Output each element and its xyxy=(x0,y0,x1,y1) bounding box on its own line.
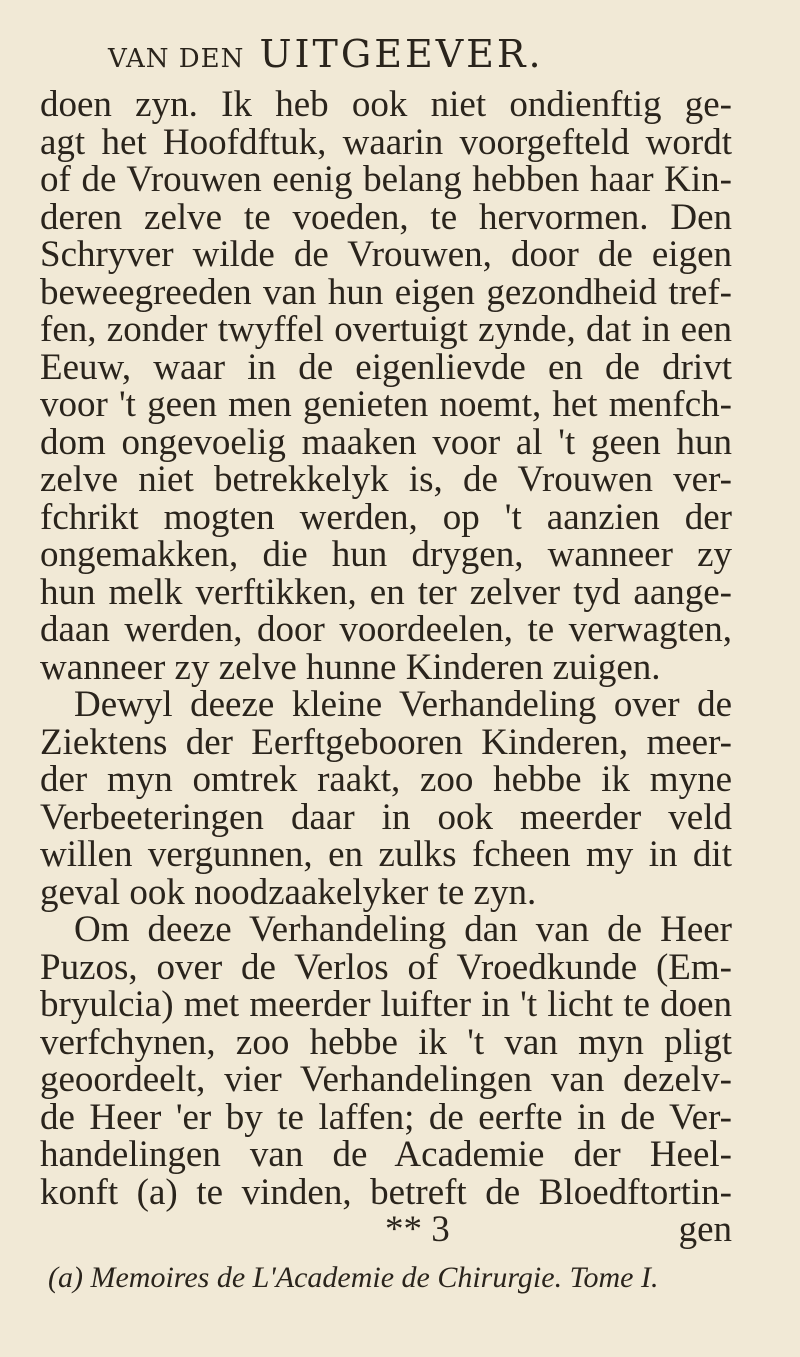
text-line: willen vergunnen, en zulks fcheen my in dit xyxy=(40,834,732,875)
text-line: wanneer zy zelve hunne Kinderen zuigen. xyxy=(40,646,661,688)
text-line: de Heer 'er by te laffen; de eerfte in de Ver- xyxy=(40,1096,732,1138)
text-line: voor 't geen men genieten noemt, het menfch- xyxy=(40,384,732,425)
text-line: zelve niet betrekkelyk is, de Vrouwen ver- xyxy=(40,459,732,500)
catchword: gen xyxy=(678,1209,732,1250)
text-line: der myn omtrek raakt, zoo hebbe ik myne xyxy=(40,759,732,800)
text-line: Ziektens der Eerftgebooren Kinderen, meer- xyxy=(40,721,732,763)
text-line: geval ook noodzaakelyker te zyn. xyxy=(40,871,537,913)
header-prefix: VAN DEN xyxy=(108,44,245,74)
text-line: konft (a) te vinden, betreft de Bloedftortin- xyxy=(40,1171,732,1213)
text-line: Om deeze Verhandeling dan van de Heer xyxy=(74,909,732,950)
text-line: Verbeeteringen daar in ook meerder veld xyxy=(40,796,732,838)
text-line: agt het Hoofdftuk, waarin voorgefteld wordt xyxy=(40,121,732,163)
text-line: fen, zonder twyffel overtuigt zynde, dat in een xyxy=(40,309,732,350)
text-line: deren zelve te voeden, te hervormen. Den xyxy=(40,196,732,238)
text-line: ongemakken, die hun drygen, wanneer zy xyxy=(40,534,732,575)
signature-mark: ** 3 xyxy=(385,1209,450,1250)
footnote: (a) Memoires de L'Academie de Chirurgie. Tome I. xyxy=(48,1261,659,1294)
text-line: hun melk verftikken, en ter zelver tyd aange- xyxy=(40,571,732,613)
running-header xyxy=(108,30,748,78)
page-footer xyxy=(40,1207,732,1253)
text-line: handelingen van de Academie der Heel- xyxy=(40,1134,732,1175)
text-line: beweegreeden van hun eigen gezondheid tref- xyxy=(40,271,732,313)
text-line: Dewyl deeze kleine Verhandeling over de xyxy=(74,684,732,725)
text-line: geoordeelt, vier Verhandelingen van dezelv- xyxy=(40,1059,732,1100)
text-line: daan werden, door voordeelen, te verwagten, xyxy=(40,609,732,650)
text-line: dom ongevoelig maaken voor al 't geen hun xyxy=(40,421,732,463)
text-line: doen zyn. Ik heb ook niet ondienftig ge- xyxy=(40,84,732,125)
header-title: UITGEEVER. xyxy=(259,32,544,76)
text-line: Schryver wilde de Vrouwen, door de eigen xyxy=(40,234,732,275)
text-line: of de Vrouwen eenig belang hebben haar Kin- xyxy=(40,159,732,200)
text-line: fchrikt mogten werden, op 't aanzien der xyxy=(40,496,732,538)
text-line: Eeuw, waar in de eigenlievde en de drivt xyxy=(40,346,732,388)
text-line: bryulcia) met meerder luifter in 't licht te doen xyxy=(40,984,732,1025)
text-line: verfchynen, zoo hebbe ik 't van myn pligt xyxy=(40,1021,732,1063)
text-line: Puzos, over de Verlos of Vroedkunde (Em- xyxy=(40,946,732,988)
